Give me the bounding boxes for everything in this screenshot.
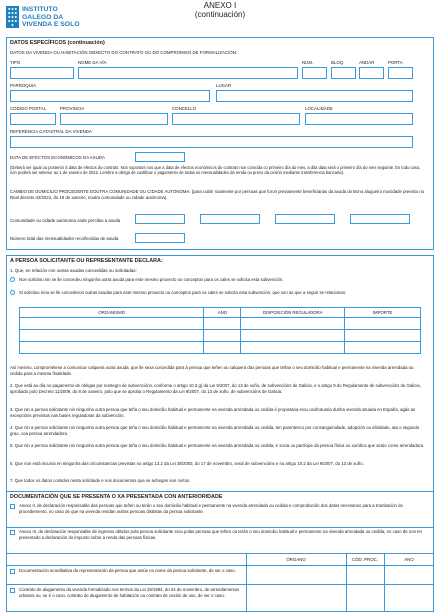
- referencia-label: REFERENCIA CATASTRAL DA VIVENDA: [10, 129, 92, 134]
- referencia-field[interactable]: [10, 136, 413, 148]
- anexo3-text: Anexo III, de declaración responsable de ingresos obtidos pola persoa solicitante e/ou polas persoas que teñen ou terán o seu domicilio habitual e permanente na vivenda arrendada ou cedida, no caso de non ter presentado a declaración do imposto sobre a renda das persoas físicas.: [19, 529, 423, 540]
- cambio-domicilio-title: CAMBIO DE DOMICILIO PROCEDENTE DOUTRA COMUNIDADE OU CIDADE AUTÓNOMA:: [10, 189, 191, 194]
- table-row[interactable]: [20, 318, 421, 330]
- col-disposicion: DISPOSICIÓN REGULADORA: [241, 308, 345, 318]
- doc-row-divider-1: [6, 565, 434, 566]
- mensualidades-field[interactable]: [135, 233, 185, 243]
- no-other-aid-text: Non solicitou nin se lle concedeu ningunha outra axuda para este mesmo proxecto ou conceptos para os cales se solicita esta subvención.: [19, 277, 284, 282]
- comunidade-field-4[interactable]: [350, 214, 410, 224]
- point-7: 7. Que todos os datos contidos nesta solicitude e nos documentos que se achegan son certos.: [10, 478, 191, 483]
- doc-row-divider-2: [6, 584, 434, 585]
- other-aid-table: [19, 307, 421, 354]
- porta-label: PORTA: [388, 60, 403, 65]
- tipo-field[interactable]: [10, 67, 74, 79]
- declara-title: A PERSOA SOLICITANTE OU REPRESENTANTE DECLARA:: [10, 258, 163, 264]
- parroquia-label: PARROQUIA: [10, 83, 37, 88]
- nome-via-label: NOME DA VÍA: [78, 60, 107, 65]
- col-ano: ANO: [404, 557, 414, 562]
- lugar-label: LUGAR: [216, 83, 232, 88]
- table-row[interactable]: [20, 330, 421, 342]
- doc-table-top-border: [6, 553, 434, 554]
- localidade-field[interactable]: [305, 113, 413, 125]
- logo-line-2: GALEGO DA: [22, 13, 64, 21]
- point-5: 5. Que nin a persoa solicitante nin ningunha outra persoa que teña o seu domicilio habitual e permanente na vivenda arrendada ou cedida, é socia ou partícipe da persoa física ou xurídica que actúe como arrendadora.: [10, 443, 425, 448]
- comunidade-field-3[interactable]: [275, 214, 335, 224]
- galicia-emblem-icon: [6, 6, 19, 28]
- comunidade-label: Comunidade ou cidade autónoma onde percibiu a axuda: [10, 218, 121, 223]
- docs-title: DOCUMENTACIÓN QUE SE PRESENTA O XA PRESENTADA CON ANTERIORIDADE: [10, 494, 223, 500]
- bloq-field[interactable]: [331, 67, 356, 79]
- point-3: 3. Que nin a persoa solicitante nin ningunha outra persoa que teña o seu domicilio habitual e permanente na vivenda arrendada ou cedida é propietaria e/ou usufrutuaria dunha vivenda situada en España, agás as excepcións previstas nas bases reguladoras da subvención.: [10, 407, 416, 418]
- col-cod-proc: CÓD. PROC.: [351, 557, 379, 562]
- comunidade-field-1[interactable]: [135, 214, 185, 224]
- data-efectos-label: DATA DE EFECTOS ECONÓMICOS DA AXUDA: [10, 155, 105, 160]
- representacion-checkbox[interactable]: [10, 569, 15, 574]
- porta-field[interactable]: [388, 67, 413, 79]
- col-organismo: ORGANISMO: [20, 308, 204, 318]
- logo-line-1: INSTITUTO: [22, 6, 58, 13]
- divider: [6, 527, 434, 528]
- concello-field[interactable]: [172, 113, 300, 125]
- provincia-label: PROVINCIA: [60, 106, 85, 111]
- no-other-aid-radio[interactable]: [10, 277, 15, 282]
- tipo-label: TIPO: [10, 60, 21, 65]
- provincia-field[interactable]: [60, 113, 168, 125]
- annex-title: ANEXO I: [203, 1, 237, 10]
- point-4: 4. Que nin a persoa solicitante nin ningunha outra persoa que teña o seu domicilio habitual e permanente na vivenda arrendada ou cedida, ten parentesco por consanguinidade, adopción ou afinidade, ata o segundo grao, coa persoa arrendadora.: [10, 425, 420, 436]
- other-aid-text: Si solicitou e/ou se lle concederon outras axudas para este mesmo proxecto ou conceptos para os cales se solicita esta subvención, que son as que a seguir se relacionan:: [19, 290, 347, 295]
- logo-line-3: VIVENDA E SOLO: [22, 21, 80, 28]
- nome-via-field[interactable]: [78, 67, 298, 79]
- q1-text: 1. Que, en relación con outras axudas concedidas ou solicitadas:: [10, 268, 137, 273]
- bloq-label: BLOQ.: [331, 60, 345, 65]
- col-ano: ANO: [204, 308, 241, 318]
- dwelling-title: DATOS DA VIVENDA OU HABITACIÓN OBXECTO DO CONTRATO OU DO COMPROMISO DE FORMALIZACIÓN:: [10, 50, 238, 55]
- anexo3-checkbox[interactable]: [10, 530, 15, 535]
- specific-data-title: DATOS ESPECÍFICOS (continuación): [10, 40, 105, 46]
- data-efectos-field[interactable]: [135, 152, 185, 162]
- col-organo: ÓRGANO: [286, 557, 306, 562]
- representacion-text: Documentación acreditativa da representación da persoa que actúe no nome da persoa solicitante, de ser o caso.: [19, 568, 236, 573]
- anexo2-text: Anexo II, de declaración responsable das persoas que teñen ou terán o seu domicilio habitual e permanente na vivenda arrendada ou cedida e comprobación dos datos necesarios para a tramitación do procedemento, no caso de que na vivenda residan outras persoas distintas da persoa solicitante.: [19, 503, 403, 514]
- anexo2-checkbox[interactable]: [10, 504, 15, 509]
- andar-label: ANDAR: [359, 60, 375, 65]
- codigo-postal-field[interactable]: [10, 113, 56, 125]
- point-6: 6. Que non está incursa en ningunha das circunstancias previstas no artigo 13.2 da Lei 38/2003, do 17 de novembro, xeral de subvencións e no artigo 10.2 da Lei 9/2007, do 13 de xuño.: [10, 461, 364, 466]
- col-importe: IMPORTE: [345, 308, 421, 318]
- comunidade-field-2[interactable]: [200, 214, 260, 224]
- num-field[interactable]: [302, 67, 327, 79]
- lugar-field[interactable]: [216, 90, 413, 102]
- commitment-text: Así mesmo, comprométese a comunicar calquera outra axuda, que lle sexa concedida para á persoa que teñen ou calquera das persoas que teñan o seu domicilio habitual e permanente na vivenda arrendada ou cedida para a mesma finalidade.: [10, 365, 414, 376]
- other-aid-radio[interactable]: [10, 290, 15, 295]
- andar-field[interactable]: [359, 67, 384, 79]
- contrato-checkbox[interactable]: [10, 588, 15, 593]
- logo: [6, 5, 86, 35]
- cambio-domicilio-text: [10, 189, 428, 200]
- table-row[interactable]: [20, 342, 421, 354]
- concello-label: CONCELLO: [172, 106, 197, 111]
- num-label: NÚM.: [302, 60, 314, 65]
- point-2: 2. Que está ao día no pagamento de obrigas por reintegro de subvencións, conforme o artigo 10.2.g) da Lei 9/2007, do 13 de xuño, de subvencións de Galicia, e o artigo 9 do Regulamento de subvencións de Galicia, aprobado polo Decreto 11/2009, do 8 de xaneiro, polo que se aproba o Regulamento da Lei 9/2007, do 13 de xuño, de subvencións de Galicia.: [10, 383, 421, 394]
- contrato-text: Contrato de alugamento da vivenda formalizado nos termos da Lei 29/1994, do 24 de novembro, de arrendamentos urbanos ou, se é o caso, contrato de alugamento de habitación ou contrato de cesión de uso, de ser o caso.: [19, 587, 240, 598]
- mensualidades-label: Número total das mensualidades recoñecidas de axuda: [10, 236, 119, 241]
- localidade-label: LOCALIDADE: [305, 106, 333, 111]
- parroquia-field[interactable]: [10, 90, 210, 102]
- cambio-domicilio-body: (para cubrir soamente por persoas que foron previamente beneficiarias da axuda do Bono alugueiro mocidade previsto no Real decreto 42/2022, do 18 de xaneiro, noutra comunidade ou cidade autónoma).: [10, 189, 425, 200]
- codigo-postal-label: CÓDIGO POSTAL: [10, 106, 47, 111]
- data-efectos-note: (Deberá ser igual ou posterior á data de efectos do contrato. Nos supostos nos que a data de efectos económicos do contrato non coincida co primeiro día do mes, a dita data será o primeiro día do mes seguinte. En todo caso, non poderá ser anterior ao 1 de xaneiro de 2022. Lembre a obriga de xustificar o pagamento de todas as mensualidades da renda ou prezo da cesión mediante transferencia bancaria).: [10, 165, 421, 176]
- annex-subtitle: (continuación): [194, 10, 246, 19]
